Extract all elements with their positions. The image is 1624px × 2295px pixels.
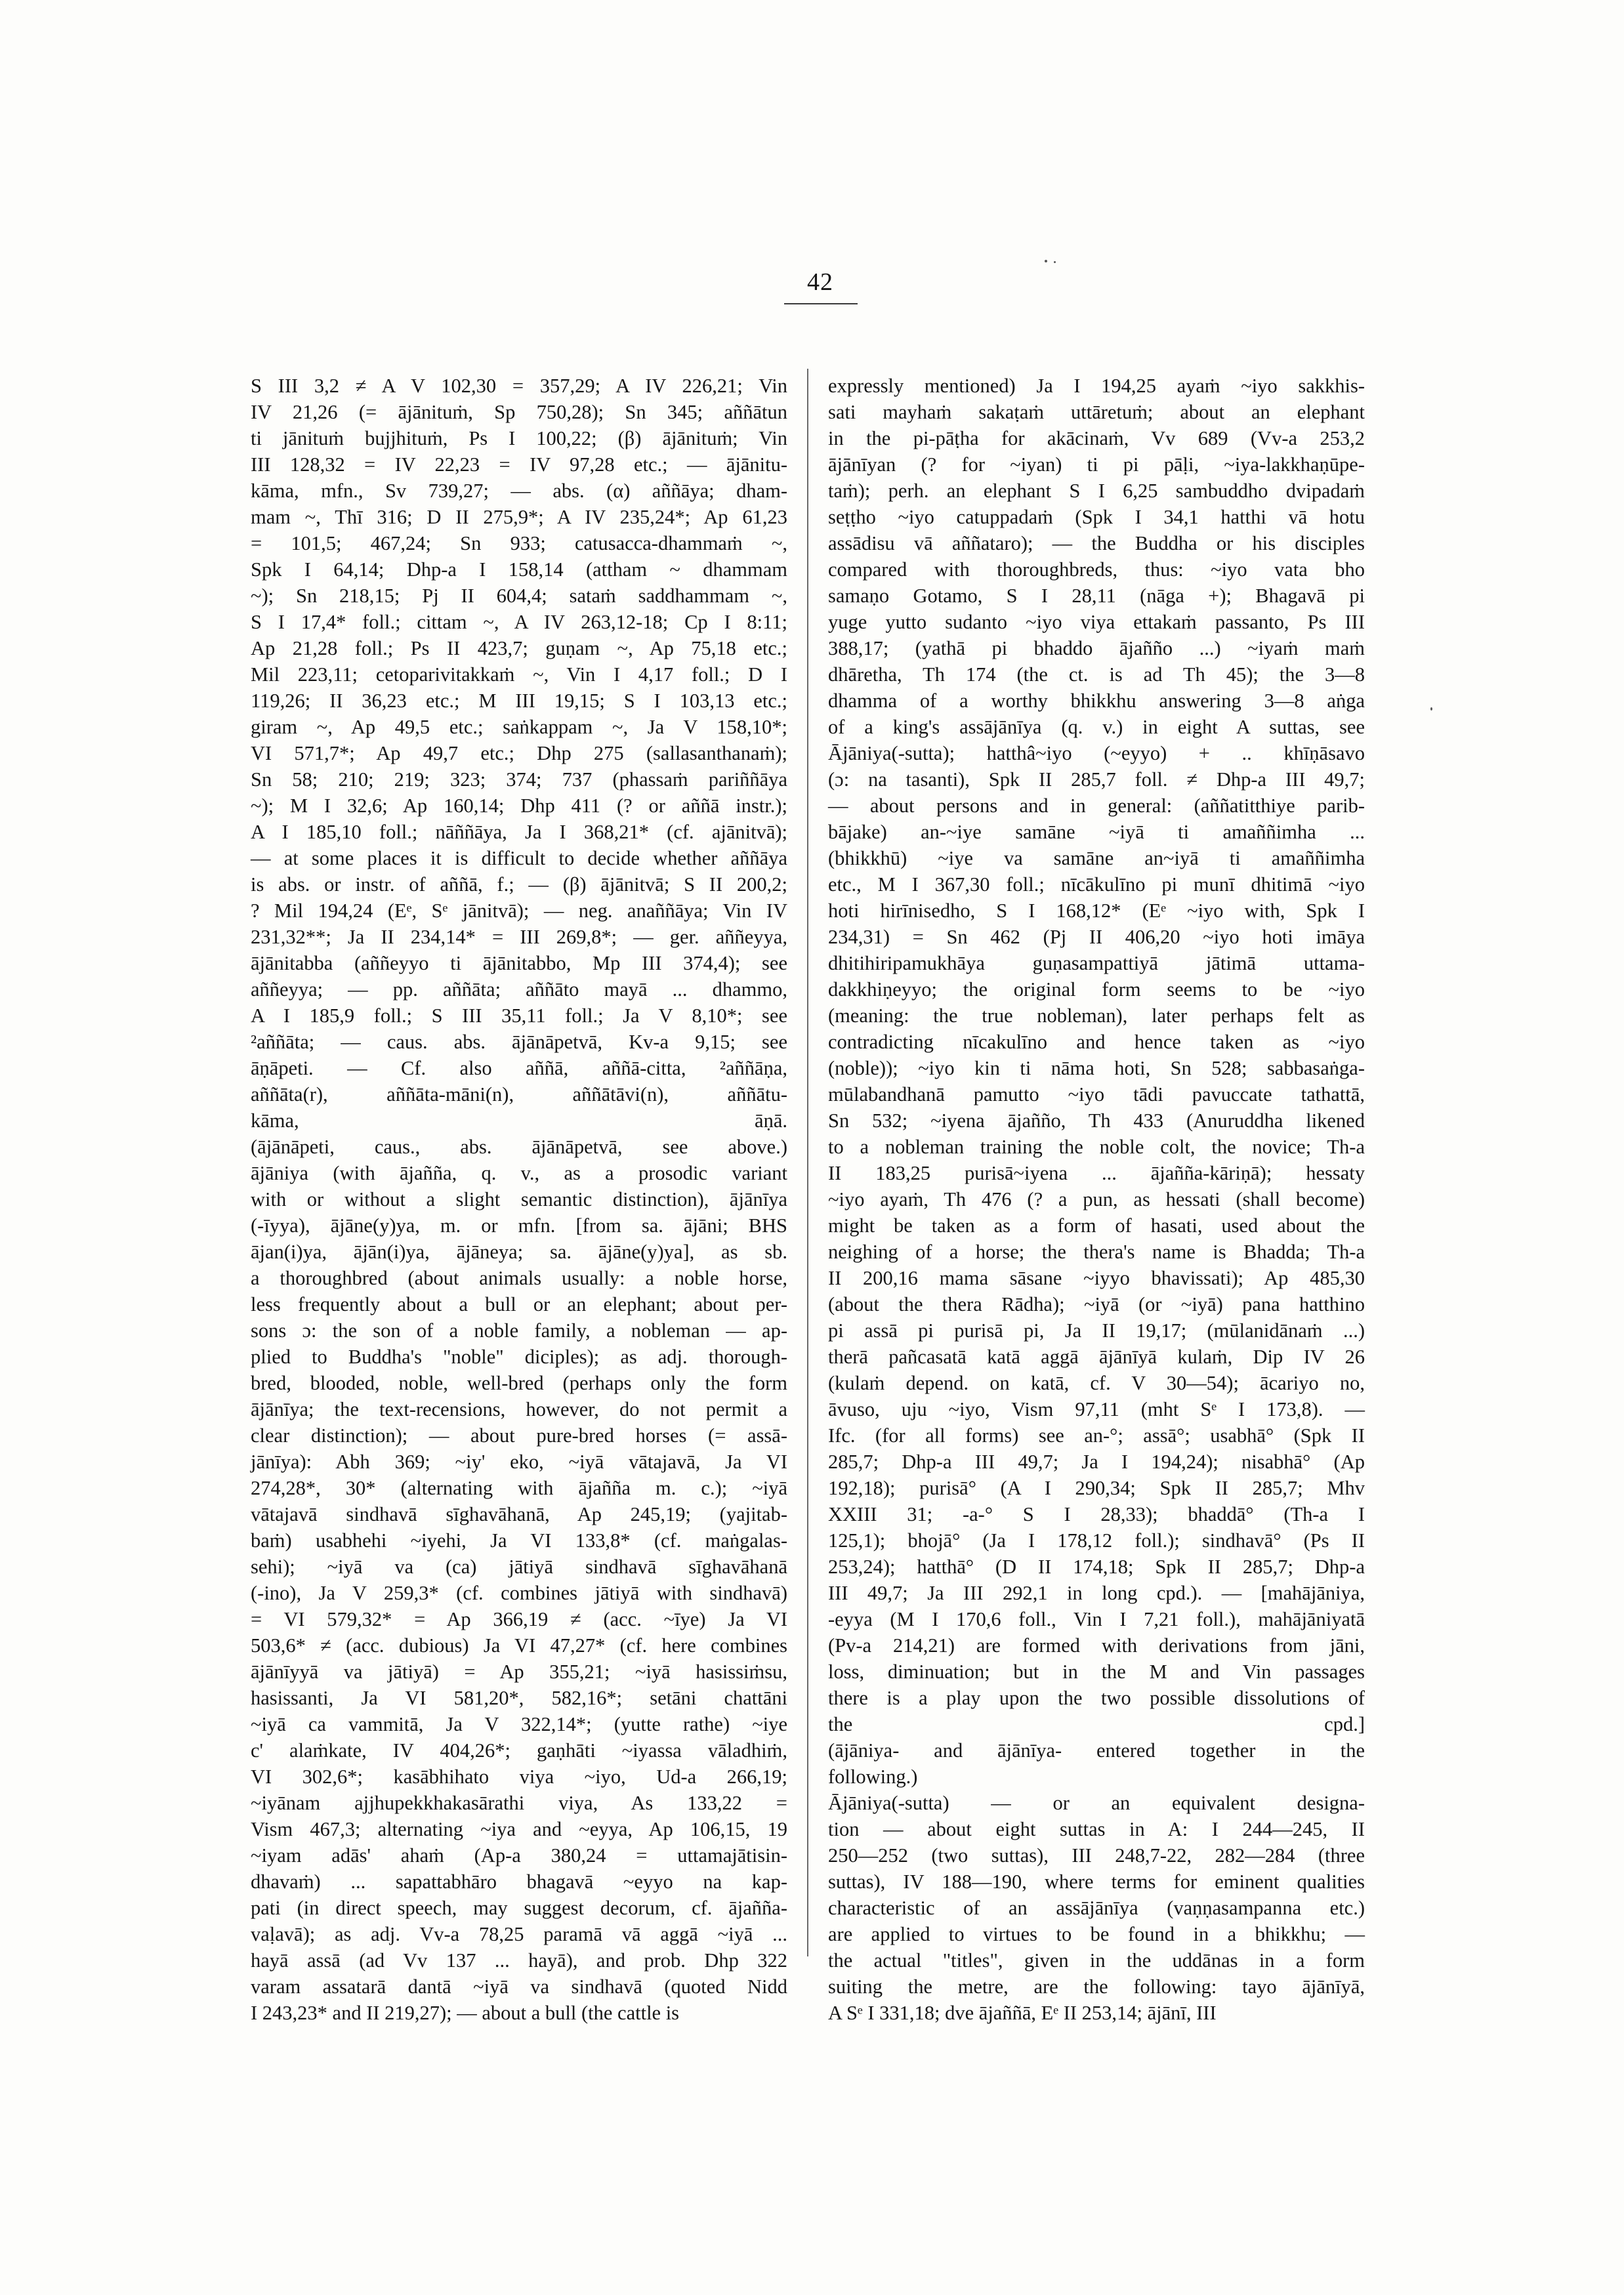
text-line: etc., M I 367,30 foll.; nīcākulīno pi munī dhitimā ~iyo (828, 873, 1365, 896)
text-line: the actual "titles", given in the uddānas in a form (828, 1949, 1365, 1972)
text-line: ājānīya; the text-recensions, however, do not permit a (251, 1398, 787, 1420)
text-line: ~iyam adās' ahaṁ (Ap-a 380,24 = uttamajātisin- (251, 1844, 787, 1867)
text-line: giram ~, Ap 49,5 etc.; saṅkappam ~, Ja V 158,10*; (251, 716, 787, 738)
text-line: with or without a slight semantic distinction), ājānīya (251, 1188, 787, 1210)
text-line: III 128,32 = IV 22,23 = IV 97,28 etc.; — ājānitu- (251, 453, 787, 476)
text-line: A Sᵉ I 331,18; dve ājaññā, Eᵉ II 253,14; ājānī, III (828, 2002, 1217, 2024)
text-line: dakkhiṇeyyo; the original form seems to be ~iyo (828, 978, 1365, 1001)
text-line: ājan(i)ya, ājān(i)ya, ājāneya; sa. ājāne(y)ya], as sb. (251, 1241, 787, 1263)
text-line: A I 185,9 foll.; S III 35,11 foll.; Ja V 8,10*; see (251, 1004, 787, 1027)
text-line: ²aññāta; — caus. abs. ājānāpetvā, Kv-a 9,15; see (251, 1031, 787, 1053)
text-line: = VI 579,32* = Ap 366,19 ≠ (acc. ~īye) Ja VI (251, 1608, 787, 1630)
text-line: kāma, mfn., Sv 739,27; — abs. (α) aññāya; dham- (251, 480, 787, 502)
text-line: S I 17,4* foll.; cittam ~, A IV 263,12-18; Cp I 8:11; (251, 611, 787, 633)
text-line: tion — about eight suttas in A: I 244—245, II (828, 1818, 1365, 1840)
text-line: of a king's assājānīya (q. v.) in eight A suttas, see (828, 716, 1365, 738)
text-line: ājānīyyā va jātiyā) = Ap 355,21; ~iyā hasissiṁsu, (251, 1661, 787, 1683)
text-line: 503,6* ≠ (acc. dubious) Ja VI 47,27* (cf. here combines (251, 1634, 787, 1657)
text-line: kāma, āṇā. (251, 1109, 787, 1132)
text-line: ~); Sn 218,15; Pj II 604,4; sataṁ saddhammam ~, (251, 585, 787, 607)
text-line: S III 3,2 ≠ A V 102,30 = 357,29; A IV 226,21; Vin (251, 375, 787, 397)
text-line: is abs. or instr. of aññā, f.; — (β) ājānitvā; S II 200,2; (251, 873, 787, 896)
text-line: (-īyya), ājāne(y)ya, m. or mfn. [from sa. ājāni; BHS (251, 1214, 787, 1237)
text-line: — at some places it is difficult to decide whether aññāya (251, 847, 787, 869)
text-line: 388,17; (yathā pi bhaddo ājañño ...) ~iyaṁ maṁ (828, 637, 1365, 659)
text-line: sons ɔ: the son of a noble family, a nobleman — ap- (251, 1319, 787, 1342)
text-line: ājānīyan (? for ~iyan) ti pi pāḷi, ~iya-lakkhaṇūpe- (828, 453, 1365, 476)
text-line: 250—252 (two suttas), III 248,7-22, 282—284 (three (828, 1844, 1365, 1867)
text-line: (ājānāpeti, caus., abs. ājānāpetvā, see above.) (251, 1136, 787, 1158)
text-line: plied to Buddha's "noble" diciples); as adj. thorough- (251, 1346, 787, 1368)
text-line: following.) (828, 1766, 918, 1788)
text-line: dhitihiripamukhāya guṇasampattiyā jātimā uttama- (828, 952, 1365, 974)
text-line: sehi); ~iyā va (ca) jātiyā sindhavā sīghavāhanā (251, 1556, 787, 1578)
text-line: baṁ) usabhehi ~iyehi, Ja VI 133,8* (cf. maṅgalas- (251, 1529, 787, 1552)
text-line: are applied to virtues to be found in a bhikkhu; — (828, 1923, 1365, 1945)
text-line: VI 571,7*; Ap 49,7 etc.; Dhp 275 (sallasanthanaṁ); (251, 742, 787, 764)
text-line: āṇāpeti. — Cf. also aññā, aññā-citta, ²aññāṇa, (251, 1057, 787, 1079)
text-line: seṭṭho ~iyo catuppadaṁ (Spk I 34,1 hatthi vā hotu (828, 506, 1365, 528)
text-line: VI 302,6*; kasābhihato viya ~iyo, Ud-a 266,19; (251, 1766, 787, 1788)
text-line: a thoroughbred (about animals usually: a noble horse, (251, 1267, 787, 1289)
scan-speck (1045, 260, 1047, 262)
text-line: mūlabandhanā pamutto ~iyo tādi pavuccate tathattā, (828, 1083, 1365, 1106)
text-line: the cpd.] (828, 1713, 1365, 1735)
text-line: bred, blooded, noble, well-bred (perhaps only the form (251, 1372, 787, 1394)
text-line: loss, diminuation; but in the M and Vin passages (828, 1661, 1365, 1683)
text-line: aññeyya; — pp. aññāta; aññāto mayā ... dhammo, (251, 978, 787, 1001)
text-line: Sn 532; ~iyena ājañño, Th 433 (Anuruddha likened (828, 1109, 1365, 1132)
text-line: varam assatarā dantā ~iyā va sindhavā (quoted Nidd (251, 1975, 787, 1998)
text-line: 192,18); purisā° (A I 290,34; Spk II 285,7; Mhv (828, 1477, 1365, 1499)
page-number-rule (784, 303, 858, 304)
text-line: pi assā pi purisā pi, Ja II 19,17; (mūlanidānaṁ ...) (828, 1319, 1365, 1342)
text-line: neighing of a horse; the thera's name is Bhadda; Th-a (828, 1241, 1365, 1263)
text-line: ? Mil 194,24 (Eᵉ, Sᵉ jānitvā); — neg. anaññāya; Vin IV (251, 899, 787, 922)
text-line: clear distinction); — about pure-bred horses (= assā- (251, 1424, 787, 1447)
right-column (828, 373, 1365, 2024)
text-line: to a nobleman training the noble colt, the novice; Th-a (828, 1136, 1365, 1158)
text-line: 274,28*, 30* (alternating with ājañña m. c.); ~iyā (251, 1477, 787, 1499)
text-line: less frequently about a bull or an elephant; about per- (251, 1293, 787, 1315)
text-line: ~iyo ayaṁ, Th 476 (? a pun, as hessati (shall become) (828, 1188, 1365, 1210)
text-line: ~); M I 32,6; Ap 160,14; Dhp 411 (? or aññā instr.); (251, 795, 787, 817)
text-line: 125,1); bhojā° (Ja I 178,12 foll.); sindhavā° (Ps II (828, 1529, 1365, 1552)
text-line: 285,7; Dhp-a III 49,7; Ja I 194,24); nisabhā° (Ap (828, 1451, 1365, 1473)
text-line: 231,32**; Ja II 234,14* = III 269,8*; — ger. aññeyya, (251, 926, 787, 948)
text-line: contradicting nīcakulīno and hence taken as ~iyo (828, 1031, 1365, 1053)
text-line: III 49,7; Ja III 292,1 in long cpd.). — [mahājāniya, (828, 1582, 1365, 1604)
text-line: pati (in direct speech, may suggest decorum, cf. ājañña- (251, 1897, 787, 1919)
text-line: -eyya (M I 170,6 foll., Vin I 7,21 foll.), mahājāniyatā (828, 1608, 1365, 1630)
text-line: I 243,23* and II 219,27); — about a bull (the cattle is (251, 2002, 680, 2024)
text-line: Ap 21,28 foll.; Ps II 423,7; guṇam ~, Ap 75,18 etc.; (251, 637, 787, 659)
text-line: in the pi-pāṭha for akācinaṁ, Vv 689 (Vv-a 253,2 (828, 427, 1365, 449)
scan-speck (1054, 261, 1056, 263)
text-line: expressly mentioned) Ja I 194,25 ayaṁ ~iyo sakkhis- (828, 375, 1365, 397)
text-line: hayā assā (ad Vv 137 ... hayā), and prob. Dhp 322 (251, 1949, 787, 1972)
text-line: (noble)); ~iyo kin ti nāma hoti, Sn 528; sabbasaṅga- (828, 1057, 1365, 1079)
text-line: assādisu vā aññataro); — the Buddha or his disciples (828, 532, 1365, 554)
text-line: compared with thoroughbreds, thus: ~iyo vata bho (828, 558, 1365, 581)
text-line: IV 21,26 (= ājānituṁ, Sp 750,28); Sn 345; aññātun (251, 401, 787, 423)
text-line: II 200,16 mama sāsane ~iyyo bhavissati); Ap 485,30 (828, 1267, 1365, 1289)
text-line: āvuso, uju ~iyo, Vism 97,11 (mht Sᵉ I 173,8). — (828, 1398, 1365, 1420)
text-line: ~iyā ca vammitā, Ja V 322,14*; (yutte rathe) ~iye (251, 1713, 787, 1735)
text-line: (meaning: the true nobleman), later perhaps felt as (828, 1004, 1365, 1027)
text-line: c' alaṁkate, IV 404,26*; gaṇhāti ~iyassa vāladhiṁ, (251, 1739, 787, 1762)
text-line: Ājāniya(-sutta); hatthâ~iyo (~eyyo) + .. khīṇāsavo (828, 742, 1365, 764)
scan-speck (1430, 707, 1432, 711)
text-line: Spk I 64,14; Dhp-a I 158,14 (attham ~ dhammam (251, 558, 787, 581)
text-line: 253,24); hatthā° (D II 174,18; Spk II 285,7; Dhp-a (828, 1556, 1365, 1578)
text-line: suiting the metre, are the following: tayo ājānīyā, (828, 1975, 1365, 1998)
text-line: sati mayhaṁ sakaṭaṁ uttāretuṁ; about an elephant (828, 401, 1365, 423)
text-line: ājānitabba (aññeyyo ti ājānitabbo, Mp III 374,4); see (251, 952, 787, 974)
text-line: yuge yutto sudanto ~iyo viya ettakaṁ passanto, Ps III (828, 611, 1365, 633)
text-line: jānīya): Abh 369; ~iy' eko, ~iyā vātajavā, Ja VI (251, 1451, 787, 1473)
text-line: II 183,25 purisā~iyena ... ājañña-kāriṇā); hessaty (828, 1162, 1365, 1184)
page-number: 42 (807, 268, 833, 296)
text-line: (bhikkhū) ~iye va samāne an~iyā ti amaññimha (828, 847, 1365, 869)
text-line: dhāretha, Th 174 (the ct. is ad Th 45); the 3—8 (828, 663, 1365, 686)
text-line: dhamma of a worthy bhikkhu answering 3—8 aṅga (828, 690, 1365, 712)
text-line: A I 185,10 foll.; nāññāya, Ja I 368,21* (cf. ajānitvā); (251, 821, 787, 843)
text-line: taṁ); perh. an elephant S I 6,25 sambuddho dvipadaṁ (828, 480, 1365, 502)
text-line: (ɔ: na tasanti), Spk II 285,7 foll. ≠ Dhp-a III 49,7; (828, 768, 1365, 791)
text-line: hasissanti, Ja VI 581,20*, 582,16*; setāni chattāni (251, 1687, 787, 1709)
text-line: 119,26; II 36,23 etc.; M III 19,15; S I 103,13 etc.; (251, 690, 787, 712)
text-line: vaḷavā); as adj. Vv-a 78,25 paramā vā aggā ~iyā ... (251, 1923, 787, 1945)
text-line: Sn 58; 210; 219; 323; 374; 737 (phassaṁ pariññāya (251, 768, 787, 791)
text-line: mam ~, Thī 316; D II 275,9*; A IV 235,24*; Ap 61,23 (251, 506, 787, 528)
text-line: aññāta(r), aññāta-māni(n), aññātāvi(n), aññātu- (251, 1083, 787, 1106)
text-line: (ājāniya- and ājānīya- entered together in the (828, 1739, 1365, 1762)
text-line: therā pañcasatā katā aggā ājānīyā kulaṁ, Dip IV 26 (828, 1346, 1365, 1368)
text-line: (about the thera Rādha); ~iyā (or ~iyā) pana hatthino (828, 1293, 1365, 1315)
text-line: = 101,5; 467,24; Sn 933; catusacca-dhammaṁ ~, (251, 532, 787, 554)
text-line: might be taken as a form of hasati, used about the (828, 1214, 1365, 1237)
text-line: bājake) an-~iye samāne ~iyā ti amaññimha ... (828, 821, 1365, 843)
text-line: suttas), IV 188—190, where terms for eminent qualities (828, 1871, 1365, 1893)
text-line: (Pv-a 214,21) are formed with derivations from jāni, (828, 1634, 1365, 1657)
text-line: hoti hirīnisedho, S I 168,12* (Eᵉ ~iyo with, Spk I (828, 899, 1365, 922)
left-column (251, 373, 787, 2024)
text-line: samaṇo Gotamo, S I 28,11 (nāga +); Bhagavā pi (828, 585, 1365, 607)
text-line: ājāniya (with ājañña, q. v., as a prosodic variant (251, 1162, 787, 1184)
text-line: — about persons and in general: (aññatitthiye parib- (828, 795, 1365, 817)
text-line: Ifc. (for all forms) see an-°; assā°; usabhā° (Spk II (828, 1424, 1365, 1447)
text-line: there is a play upon the two possible dissolutions of (828, 1687, 1365, 1709)
text-line: vātajavā sindhavā sīghavāhanā, Ap 245,19; (yajitab- (251, 1503, 787, 1525)
text-line: (-ino), Ja V 259,3* (cf. combines jātiyā with sindhavā) (251, 1582, 787, 1604)
text-line: Vism 467,3; alternating ~iya and ~eyya, Ap 106,15, 19 (251, 1818, 787, 1840)
text-line: characteristic of an assājānīya (vaṇṇasampanna etc.) (828, 1897, 1365, 1919)
column-divider (807, 369, 808, 1956)
text-line: (kulaṁ depend. on katā, cf. V 30—54); ācariyo no, (828, 1372, 1365, 1394)
text-line: dhavaṁ) ... sapattabhāro bhagavā ~eyyo na kap- (251, 1871, 787, 1893)
text-line: XXIII 31; -a-° S I 28,33); bhaddā° (Th-a I (828, 1503, 1365, 1525)
text-line: ~iyānam ajjhupekkhakasārathi viya, As 133,22 = (251, 1792, 787, 1814)
text-line: 234,31) = Sn 462 (Pj II 406,20 ~iyo hoti imāya (828, 926, 1365, 948)
text-line: ti jānituṁ bujjhituṁ, Ps I 100,22; (β) ājānituṁ; Vin (251, 427, 787, 449)
text-line: Mil 223,11; cetoparivitakkaṁ ~, Vin I 4,17 foll.; D I (251, 663, 787, 686)
text-line: Ājāniya(-sutta) — or an equivalent designa- (828, 1792, 1365, 1814)
